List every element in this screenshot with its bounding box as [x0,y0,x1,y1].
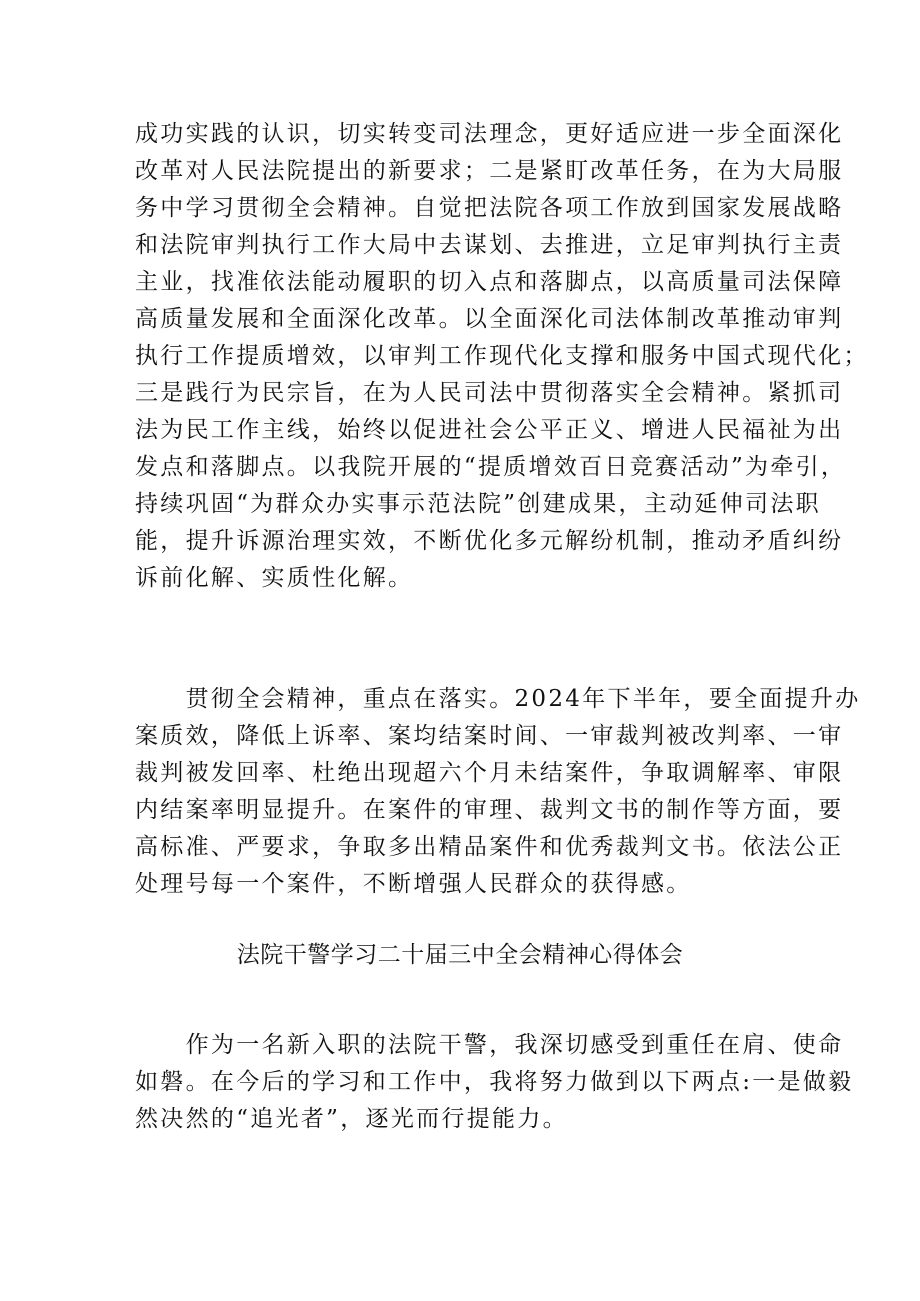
paragraph-1-line-7: 执行工作提质增效，以审判工作现代化支撑和服务中国式现代化； [135,343,869,369]
paragraph-1-line-1: 成功实践的认识，切实转变司法理念，更好适应进一步全面深化 [135,121,844,147]
paragraph-2-line-3: 裁判被发回率、杜绝出现超六个月未结案件，争取调解率、审限 [135,760,844,786]
paragraph-1-line-3: 务中学习贯彻全会精神。自觉把法院各项工作放到国家发展战略 [135,195,844,221]
paragraph-1-line-12: 能，提升诉源治理实效，不断优化多元解纷机制，推动矛盾纠纷 [135,528,844,554]
section-title: 法院干警学习二十届三中全会精神心得体会 [236,942,684,968]
paragraph-3-line-2: 如磐。在今后的学习和工作中，我将努力做到以下两点:一是做毅 [135,1069,854,1095]
paragraph-1-line-10: 发点和落脚点。以我院开展的“提质增效百日竞赛活动”为牵引， [135,454,847,480]
paragraph-1-line-9: 法为民工作主线，始终以促进社会公平正义、增进人民福祉为出 [135,417,844,443]
paragraph-3-line-1: 作为一名新入职的法院干警，我深切感受到重任在肩、使命 [135,1032,844,1058]
paragraph-1-line-2: 改革对人民法院提出的新要求；二是紧盯改革任务，在为大局服 [135,158,844,184]
paragraph-2-line-4: 内结案率明显提升。在案件的审理、裁判文书的制作等方面，要 [135,797,844,823]
paragraph-2-line-2: 案质效，降低上诉率、案均结案时间、一审裁判被改判率、一审 [135,723,844,749]
paragraph-2-line-6: 处理号每一个案件，不断增强人民群众的获得感。 [135,871,692,897]
paragraph-1-line-4: 和法院审判执行工作大局中去谋划、去推进，立足审判执行主责 [135,232,844,258]
paragraph-1-line-11: 持续巩固“为群众办实事示范法院”创建成果，主动延伸司法职 [135,491,821,517]
paragraph-2-line-1: 贯彻全会精神，重点在落实。2024年下半年，要全面提升办 [135,686,861,712]
paragraph-2-line-5: 高标准、严要求，争取多出精品案件和优秀裁判文书。依法公正 [135,834,844,860]
paragraph-1-line-5: 主业，找准依法能动履职的切入点和落脚点，以高质量司法保障 [135,269,844,295]
paragraph-1-line-6: 高质量发展和全面深化改革。以全面深化司法体制改革推动审判 [135,306,844,332]
paragraph-1-line-13: 诉前化解、实质性化解。 [135,565,414,591]
paragraph-1-line-8: 三是践行为民宗旨，在为人民司法中贯彻落实全会精神。紧抓司 [135,380,844,406]
paragraph-3-line-3: 然决然的“追光者”，逐光而行提能力。 [135,1106,568,1132]
